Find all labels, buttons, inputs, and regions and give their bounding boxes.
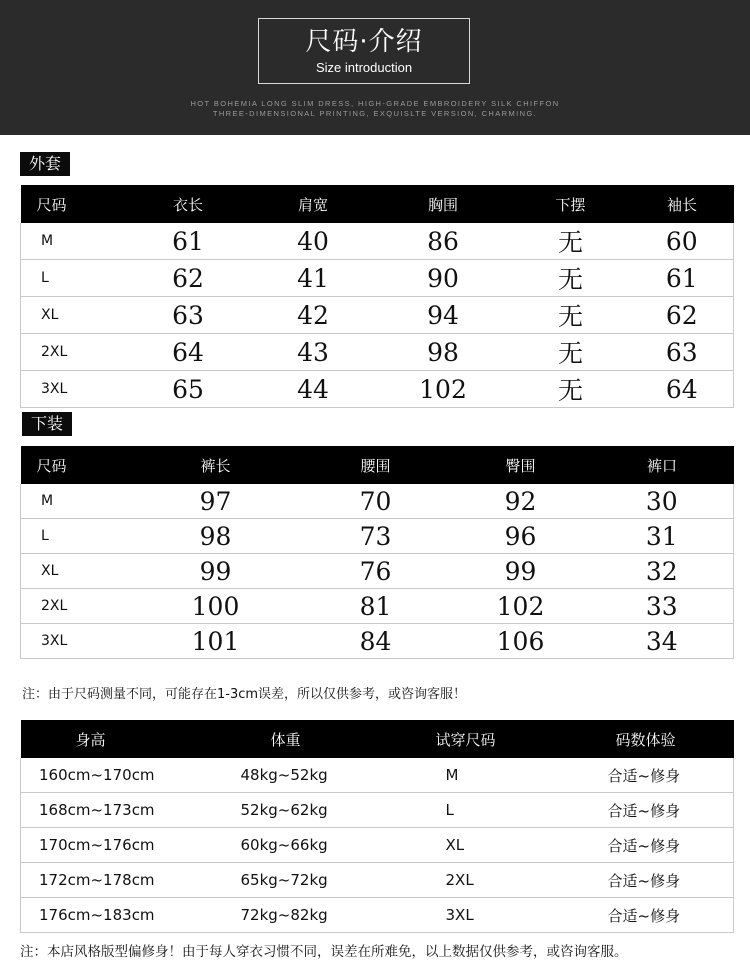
table-row xyxy=(21,260,734,297)
header-banner xyxy=(0,0,750,135)
value-cell: 60 xyxy=(631,223,734,260)
value-cell: 99 xyxy=(131,554,301,589)
header-cell: 试穿尺码 xyxy=(421,720,586,758)
value-cell: 61 xyxy=(126,223,251,260)
table-row xyxy=(21,793,734,828)
size-cell: L xyxy=(421,793,586,828)
value-cell: 无 xyxy=(511,371,631,408)
table-row xyxy=(21,898,734,933)
header-cell: 衣长 xyxy=(126,185,251,223)
height-cell: 172cm~178cm xyxy=(21,863,221,898)
height-cell: 176cm~183cm xyxy=(21,898,221,933)
value-cell: 99 xyxy=(451,554,591,589)
value-cell: 64 xyxy=(126,334,251,371)
size-cell: XL xyxy=(21,554,131,589)
value-cell: 81 xyxy=(301,589,451,624)
value-cell: 92 xyxy=(451,484,591,519)
value-cell: 86 xyxy=(376,223,511,260)
size-cell: XL xyxy=(421,828,586,863)
value-cell: 32 xyxy=(591,554,734,589)
section-label-top: 外套 xyxy=(20,152,70,176)
value-cell: 62 xyxy=(126,260,251,297)
size-cell: XL xyxy=(21,297,126,334)
value-cell: 65 xyxy=(126,371,251,408)
fit-cell: 合适~修身 xyxy=(586,758,734,793)
bottom-size-table xyxy=(20,446,734,659)
height-cell: 170cm~176cm xyxy=(21,828,221,863)
value-cell: 73 xyxy=(301,519,451,554)
tagline-line-1: HOT BOHEMIA LONG SLIM DRESS, HIGH-GRADE EMBROIDERY SILK CHIFFON xyxy=(190,99,560,108)
value-cell: 62 xyxy=(631,297,734,334)
value-cell: 101 xyxy=(131,624,301,659)
value-cell: 96 xyxy=(451,519,591,554)
header-cell: 码数体验 xyxy=(586,720,734,758)
table-row xyxy=(21,589,734,624)
header-cell: 裤口 xyxy=(591,446,734,484)
table-row xyxy=(21,624,734,659)
header-cell: 体重 xyxy=(221,720,421,758)
value-cell: 102 xyxy=(376,371,511,408)
value-cell: 42 xyxy=(251,297,376,334)
value-cell: 98 xyxy=(376,334,511,371)
value-cell: 31 xyxy=(591,519,734,554)
weight-cell: 65kg~72kg xyxy=(221,863,421,898)
tagline-line-2: THREE-DIMENSIONAL PRINTING, EXQUISLTE VERSION, CHARMING. xyxy=(212,109,538,118)
page-title: 尺码·介绍 xyxy=(305,27,423,57)
value-cell: 94 xyxy=(376,297,511,334)
fit-cell: 合适~修身 xyxy=(586,793,734,828)
fit-cell: 合适~修身 xyxy=(586,863,734,898)
header-cell: 裤长 xyxy=(131,446,301,484)
fit-cell: 合适~修身 xyxy=(586,898,734,933)
value-cell: 40 xyxy=(251,223,376,260)
size-cell: 2XL xyxy=(421,863,586,898)
table-row xyxy=(21,334,734,371)
size-cell: M xyxy=(21,484,131,519)
value-cell: 无 xyxy=(511,297,631,334)
header-cell: 下摆 xyxy=(511,185,631,223)
value-cell: 33 xyxy=(591,589,734,624)
header-cell: 腰围 xyxy=(301,446,451,484)
value-cell: 30 xyxy=(591,484,734,519)
table-row xyxy=(21,371,734,408)
size-cell: 2XL xyxy=(21,334,126,371)
value-cell: 102 xyxy=(451,589,591,624)
weight-cell: 52kg~62kg xyxy=(221,793,421,828)
header-cell: 袖长 xyxy=(631,185,734,223)
table-header-row xyxy=(21,446,734,484)
value-cell: 41 xyxy=(251,260,376,297)
table-row xyxy=(21,484,734,519)
size-cell: 3XL xyxy=(21,371,126,408)
value-cell: 无 xyxy=(511,223,631,260)
value-cell: 无 xyxy=(511,260,631,297)
header-cell: 肩宽 xyxy=(251,185,376,223)
section-label-bottom: 下装 xyxy=(22,412,72,436)
value-cell: 43 xyxy=(251,334,376,371)
header-cell: 身高 xyxy=(21,720,221,758)
table-row xyxy=(21,863,734,898)
value-cell: 97 xyxy=(131,484,301,519)
value-cell: 无 xyxy=(511,334,631,371)
weight-cell: 60kg~66kg xyxy=(221,828,421,863)
table-header-row xyxy=(21,185,734,223)
table-header-row xyxy=(21,720,734,758)
value-cell: 70 xyxy=(301,484,451,519)
size-cell: 3XL xyxy=(421,898,586,933)
height-cell: 160cm~170cm xyxy=(21,758,221,793)
header-cell: 胸围 xyxy=(376,185,511,223)
value-cell: 61 xyxy=(631,260,734,297)
measurement-note: 注：由于尺码测量不同，可能存在1-3cm误差，所以仅供参考，或咨询客服！ xyxy=(22,687,467,702)
page-subtitle: Size introduction xyxy=(315,60,413,75)
value-cell: 90 xyxy=(376,260,511,297)
table-row xyxy=(21,758,734,793)
value-cell: 100 xyxy=(131,589,301,624)
value-cell: 106 xyxy=(451,624,591,659)
fit-note: 注：本店风格版型偏修身！由于每人穿衣习惯不同，误差在所难免，以上数据仅供参考，或咨询客服。 xyxy=(20,944,628,960)
size-cell: 2XL xyxy=(21,589,131,624)
value-cell: 63 xyxy=(631,334,734,371)
table-row xyxy=(21,554,734,589)
size-cell: M xyxy=(21,223,126,260)
weight-cell: 48kg~52kg xyxy=(221,758,421,793)
value-cell: 76 xyxy=(301,554,451,589)
fit-cell: 合适~修身 xyxy=(586,828,734,863)
value-cell: 44 xyxy=(251,371,376,408)
size-cell: 3XL xyxy=(21,624,131,659)
value-cell: 98 xyxy=(131,519,301,554)
header-cell: 臀围 xyxy=(451,446,591,484)
header-cell: 尺码 xyxy=(21,185,126,223)
fit-table xyxy=(20,720,734,933)
header-cell: 尺码 xyxy=(21,446,131,484)
table-row xyxy=(21,519,734,554)
weight-cell: 72kg~82kg xyxy=(221,898,421,933)
size-cell: L xyxy=(21,519,131,554)
size-cell: M xyxy=(421,758,586,793)
value-cell: 84 xyxy=(301,624,451,659)
size-cell: L xyxy=(21,260,126,297)
value-cell: 64 xyxy=(631,371,734,408)
value-cell: 63 xyxy=(126,297,251,334)
value-cell: 34 xyxy=(591,624,734,659)
table-row xyxy=(21,223,734,260)
height-cell: 168cm~173cm xyxy=(21,793,221,828)
table-row xyxy=(21,828,734,863)
table-row xyxy=(21,297,734,334)
title-box xyxy=(258,18,470,84)
top-size-table xyxy=(20,185,734,408)
